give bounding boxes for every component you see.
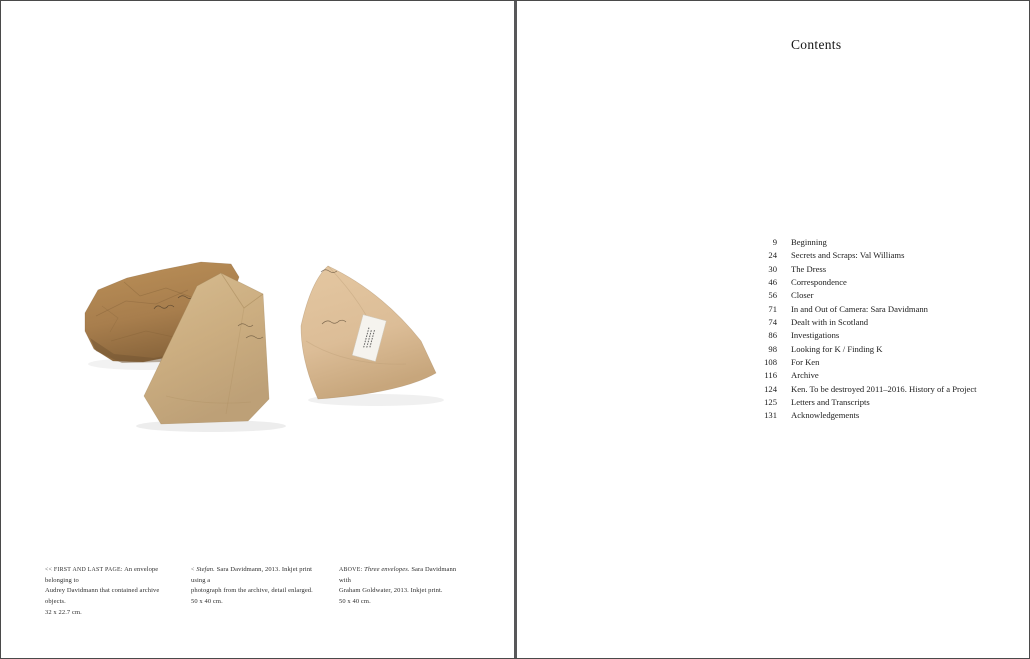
toc-entry-title: Letters and Transcripts: [791, 397, 870, 408]
toc-page-number: 74: [768, 317, 777, 328]
toc-row: [749, 383, 1017, 396]
caption-text: Graham Goldwater, 2013. Inkjet print.: [339, 587, 443, 595]
caption-text: Sara Davidmann, 2013. Inkjet print using a: [191, 566, 313, 584]
toc-entry-title: Secrets and Scraps: Val Williams: [791, 250, 905, 261]
toc-entry-title: The Dress: [791, 263, 827, 274]
caption-stefan: [191, 565, 325, 608]
toc-row: [749, 356, 1017, 369]
toc-row: [749, 276, 1017, 289]
toc-row: [749, 369, 1017, 382]
toc-entry-title: Archive: [791, 370, 819, 381]
envelopes-illustration: [66, 246, 476, 461]
caption-lead: ABOVE:: [339, 567, 363, 573]
caption-first-last-page: [45, 565, 177, 619]
toc-row: [749, 289, 1017, 302]
toc-entry-title: Investigations: [791, 330, 840, 341]
caption-three-envelopes: [339, 565, 467, 608]
toc-entry-title: In and Out of Camera: Sara Davidmann: [791, 303, 928, 314]
toc-page-number: 116: [764, 370, 777, 381]
toc-page-number: 56: [768, 290, 777, 301]
envelopes-photo: [66, 246, 476, 461]
toc-entry-title: Looking for K / Finding K: [791, 343, 883, 354]
toc-entry-title: For Ken: [791, 357, 820, 368]
caption-dimensions: 32 x 22.7 cm.: [45, 608, 82, 616]
centerfold-divider: [514, 1, 517, 658]
toc-page-number: 131: [764, 410, 777, 421]
toc-entry-title: Beginning: [791, 237, 827, 247]
toc-entry-title: Acknowledgements: [791, 410, 860, 421]
toc-page-number: 71: [768, 303, 777, 314]
toc-entry-title: Closer: [791, 290, 814, 301]
table-of-contents: [749, 236, 1017, 423]
toc-row: [749, 236, 1017, 249]
caption-title: Three envelopes.: [364, 566, 410, 573]
toc-row: [749, 303, 1017, 316]
caption-lead: << FIRST AND LAST PAGE:: [45, 567, 123, 573]
toc-entry-title: Correspondence: [791, 277, 847, 288]
toc-page-number: 30: [768, 263, 777, 274]
page-title: Contents: [791, 37, 842, 52]
toc-page-number: 24: [768, 250, 777, 261]
toc-page-number: 125: [764, 397, 777, 408]
toc-page-number: 108: [764, 357, 777, 368]
caption-dimensions: 50 x 40 cm.: [339, 598, 371, 606]
toc-row: [749, 329, 1017, 342]
caption-title: Stefan.: [196, 566, 215, 573]
toc-row: [749, 316, 1017, 329]
toc-page-number: 98: [768, 343, 777, 354]
caption-dimensions: 50 x 40 cm.: [191, 598, 223, 606]
toc-row: [749, 343, 1017, 356]
caption-text: An envelope belonging to: [45, 566, 159, 584]
caption-text: Audrey Davidmann that contained archive objects.: [45, 587, 160, 606]
caption-text: Sara Davidmann with: [339, 566, 457, 584]
toc-row: [749, 263, 1017, 276]
toc-page-number: 124: [764, 383, 777, 394]
caption-text: photograph from the archive, detail enlarged.: [191, 587, 313, 595]
caption-lead: <: [191, 567, 195, 573]
toc-entry-title: Ken. To be destroyed 2011–2016. History of a Project: [791, 383, 977, 394]
toc-row: [749, 396, 1017, 409]
toc-row: [749, 249, 1017, 262]
toc-page-number: 86: [768, 330, 777, 341]
toc-row: [749, 409, 1017, 422]
toc-page-number: 9: [772, 237, 777, 247]
toc-entry-title: Dealt with in Scotland: [791, 317, 869, 328]
right-envelope: [301, 266, 436, 399]
toc-page-number: 46: [768, 277, 777, 288]
